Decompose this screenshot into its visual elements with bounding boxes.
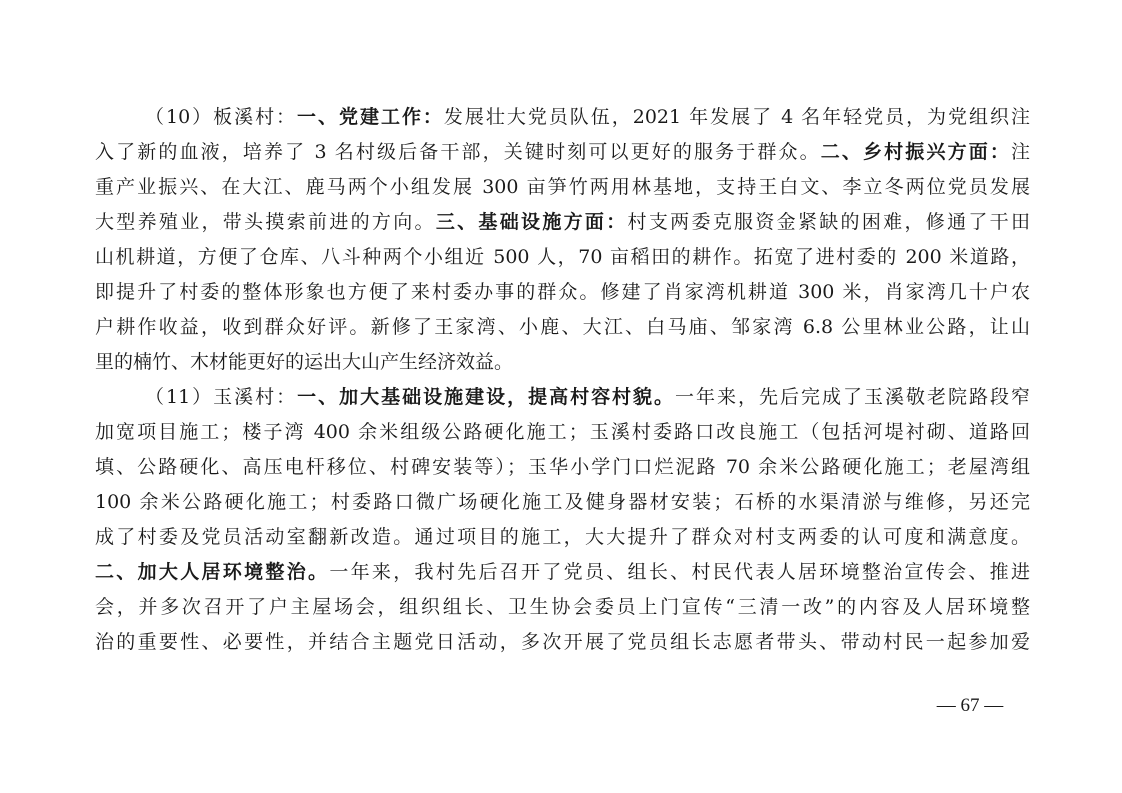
paragraph-line xyxy=(95,555,1030,590)
text-span: 户耕作收益，收到群众好评。新修了王家湾、小鹿、大江、白马庙、邹家湾 6.8 公里林业公路，让山 xyxy=(95,316,1030,338)
page-number: — 67 — xyxy=(936,695,1004,716)
paragraph-line xyxy=(95,590,1030,625)
text-span: 治的重要性、必要性，并结合主题党日活动，多次开展了党员组长志愿者带头、带动村民一起参加爱 xyxy=(95,631,1030,653)
paragraph-line xyxy=(95,170,1030,205)
text-span: （11）玉溪村： xyxy=(145,386,298,408)
text-span: 发展壮大党员队伍，2021 年发展了 4 名年轻党员，为党组织注 xyxy=(443,106,1030,128)
bold-heading: 一、加大基础设施建设，提高村容村貌。 xyxy=(297,386,676,408)
text-span: 即提升了村委的整体形象也方便了来村委办事的群众。修建了肖家湾机耕道 300 米，肖家湾几十户农 xyxy=(95,281,1030,303)
text-span: 村支两委克服资金紧缺的困难，修通了干田 xyxy=(627,211,1030,233)
text-span: 里的楠竹、木材能更好的运出大山产生经济效益。 xyxy=(95,351,514,373)
text-span: 山机耕道，方便了仓库、八斗种两个小组近 500 人，70 亩稻田的耕作。拓宽了进村委的 200 米道路， xyxy=(95,246,1030,268)
paragraph-line xyxy=(95,310,1030,345)
text-span: 入了新的血液，培养了 3 名村级后备干部，关键时刻可以更好的服务于群众。 xyxy=(95,141,821,163)
text-span: 100 余米公路硬化施工；村委路口微广场硬化施工及健身器材安装；石桥的水渠清淤与维修，另还完 xyxy=(95,491,1030,513)
text-span: 填、公路硬化、高压电杆移位、村碑安装等）；玉华小学门口烂泥路 70 余米公路硬化施工；老屋湾组 xyxy=(95,456,1030,478)
text-span: 重产业振兴、在大江、鹿马两个小组发展 300 亩笋竹两用林基地，支持王白文、李立冬两位党员发展 xyxy=(95,176,1030,198)
paragraph-line xyxy=(95,625,1030,660)
paragraph-line xyxy=(95,135,1030,170)
paragraph-line xyxy=(95,450,1030,485)
paragraph-line xyxy=(95,275,1030,310)
paragraph-line xyxy=(95,100,1030,135)
paragraph-line xyxy=(95,520,1030,555)
text-span: 加宽项目施工；楼子湾 400 余米组级公路硬化施工；玉溪村委路口改良施工（包括河堤衬砌、道路回 xyxy=(95,421,1030,443)
text-span: 成了村委及党员活动室翻新改造。通过项目的施工，大大提升了群众对村支两委的认可度和满意度。 xyxy=(95,526,1030,548)
bold-heading: 二、乡村振兴方面： xyxy=(820,141,1011,163)
bold-heading: 二、加大人居环境整治。 xyxy=(95,561,330,583)
body-text xyxy=(95,100,1030,660)
paragraph-line xyxy=(95,415,1030,450)
text-span: 大型养殖业，带头摸索前进的方向。 xyxy=(95,211,436,233)
paragraph-line xyxy=(95,485,1030,520)
paragraph-line xyxy=(95,380,1030,415)
text-span: （10）板溪村： xyxy=(145,106,298,128)
paragraph-line xyxy=(95,205,1030,240)
text-span: 会，并多次召开了户主屋场会，组织组长、卫生协会委员上门宣传“三清一改”的内容及人居环境整 xyxy=(95,596,1030,618)
bold-heading: 三、基础设施方面： xyxy=(435,211,628,233)
text-span: 一年来，先后完成了玉溪敬老院路段窄 xyxy=(675,386,1030,408)
bold-heading: 一、党建工作： xyxy=(297,106,444,128)
text-span: 一年来，我村先后召开了党员、组长、村民代表人居环境整治宣传会、推进 xyxy=(329,561,1030,583)
paragraph-line xyxy=(95,345,1030,380)
text-span: 注 xyxy=(1010,141,1030,163)
paragraph-line xyxy=(95,240,1030,275)
